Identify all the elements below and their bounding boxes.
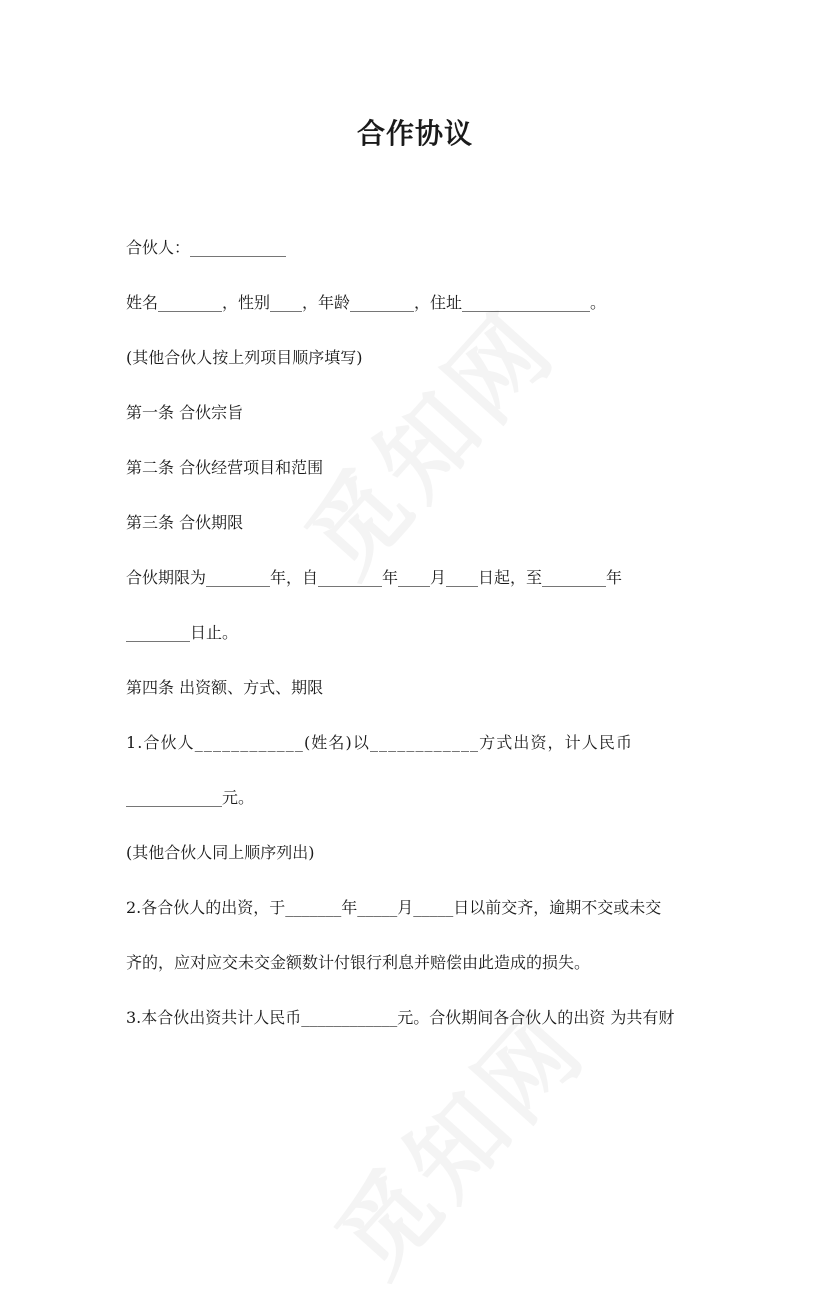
other-partners-order-note: (其他合伙人同上顺序列出) [126, 843, 315, 862]
partner-line: 合伙人：____________ [126, 238, 287, 257]
watermark [271, 277, 582, 601]
document-title: 合作协议 [356, 117, 473, 150]
total-capital-line: 3.本合伙出资共计人民币____________元。合伙期间各合伙人的出资 为共有财 [126, 1008, 675, 1027]
contribution-line-1: 1.合伙人____________(姓名)以____________方式出资，计人民币 [126, 733, 634, 752]
other-partners-note: (其他合伙人按上列项目顺序填写) [126, 348, 363, 367]
article-2-heading: 第二条 合伙经营项目和范围 [126, 458, 324, 477]
term-line-1: 合伙期限为________年，自________年____月____日起，至________年 [126, 568, 623, 587]
article-1-heading: 第一条 合伙宗旨 [126, 403, 244, 422]
partner-details-line: 姓名________，性别____，年龄________，住址________________。 [126, 293, 607, 312]
contribution-line-2: ____________元。 [126, 788, 255, 807]
article-3-heading: 第三条 合伙期限 [126, 513, 244, 532]
article-4-heading: 第四条 出资额、方式、期限 [126, 678, 324, 697]
deadline-line-2: 齐的，应对应交未交金额数计付银行利息并赔偿由此造成的损失。 [126, 953, 591, 972]
deadline-line-1: 2.各合伙人的出资，于_______年_____月_____日以前交齐，逾期不交或未交 [126, 898, 662, 917]
term-line-2: ________日止。 [126, 623, 239, 642]
